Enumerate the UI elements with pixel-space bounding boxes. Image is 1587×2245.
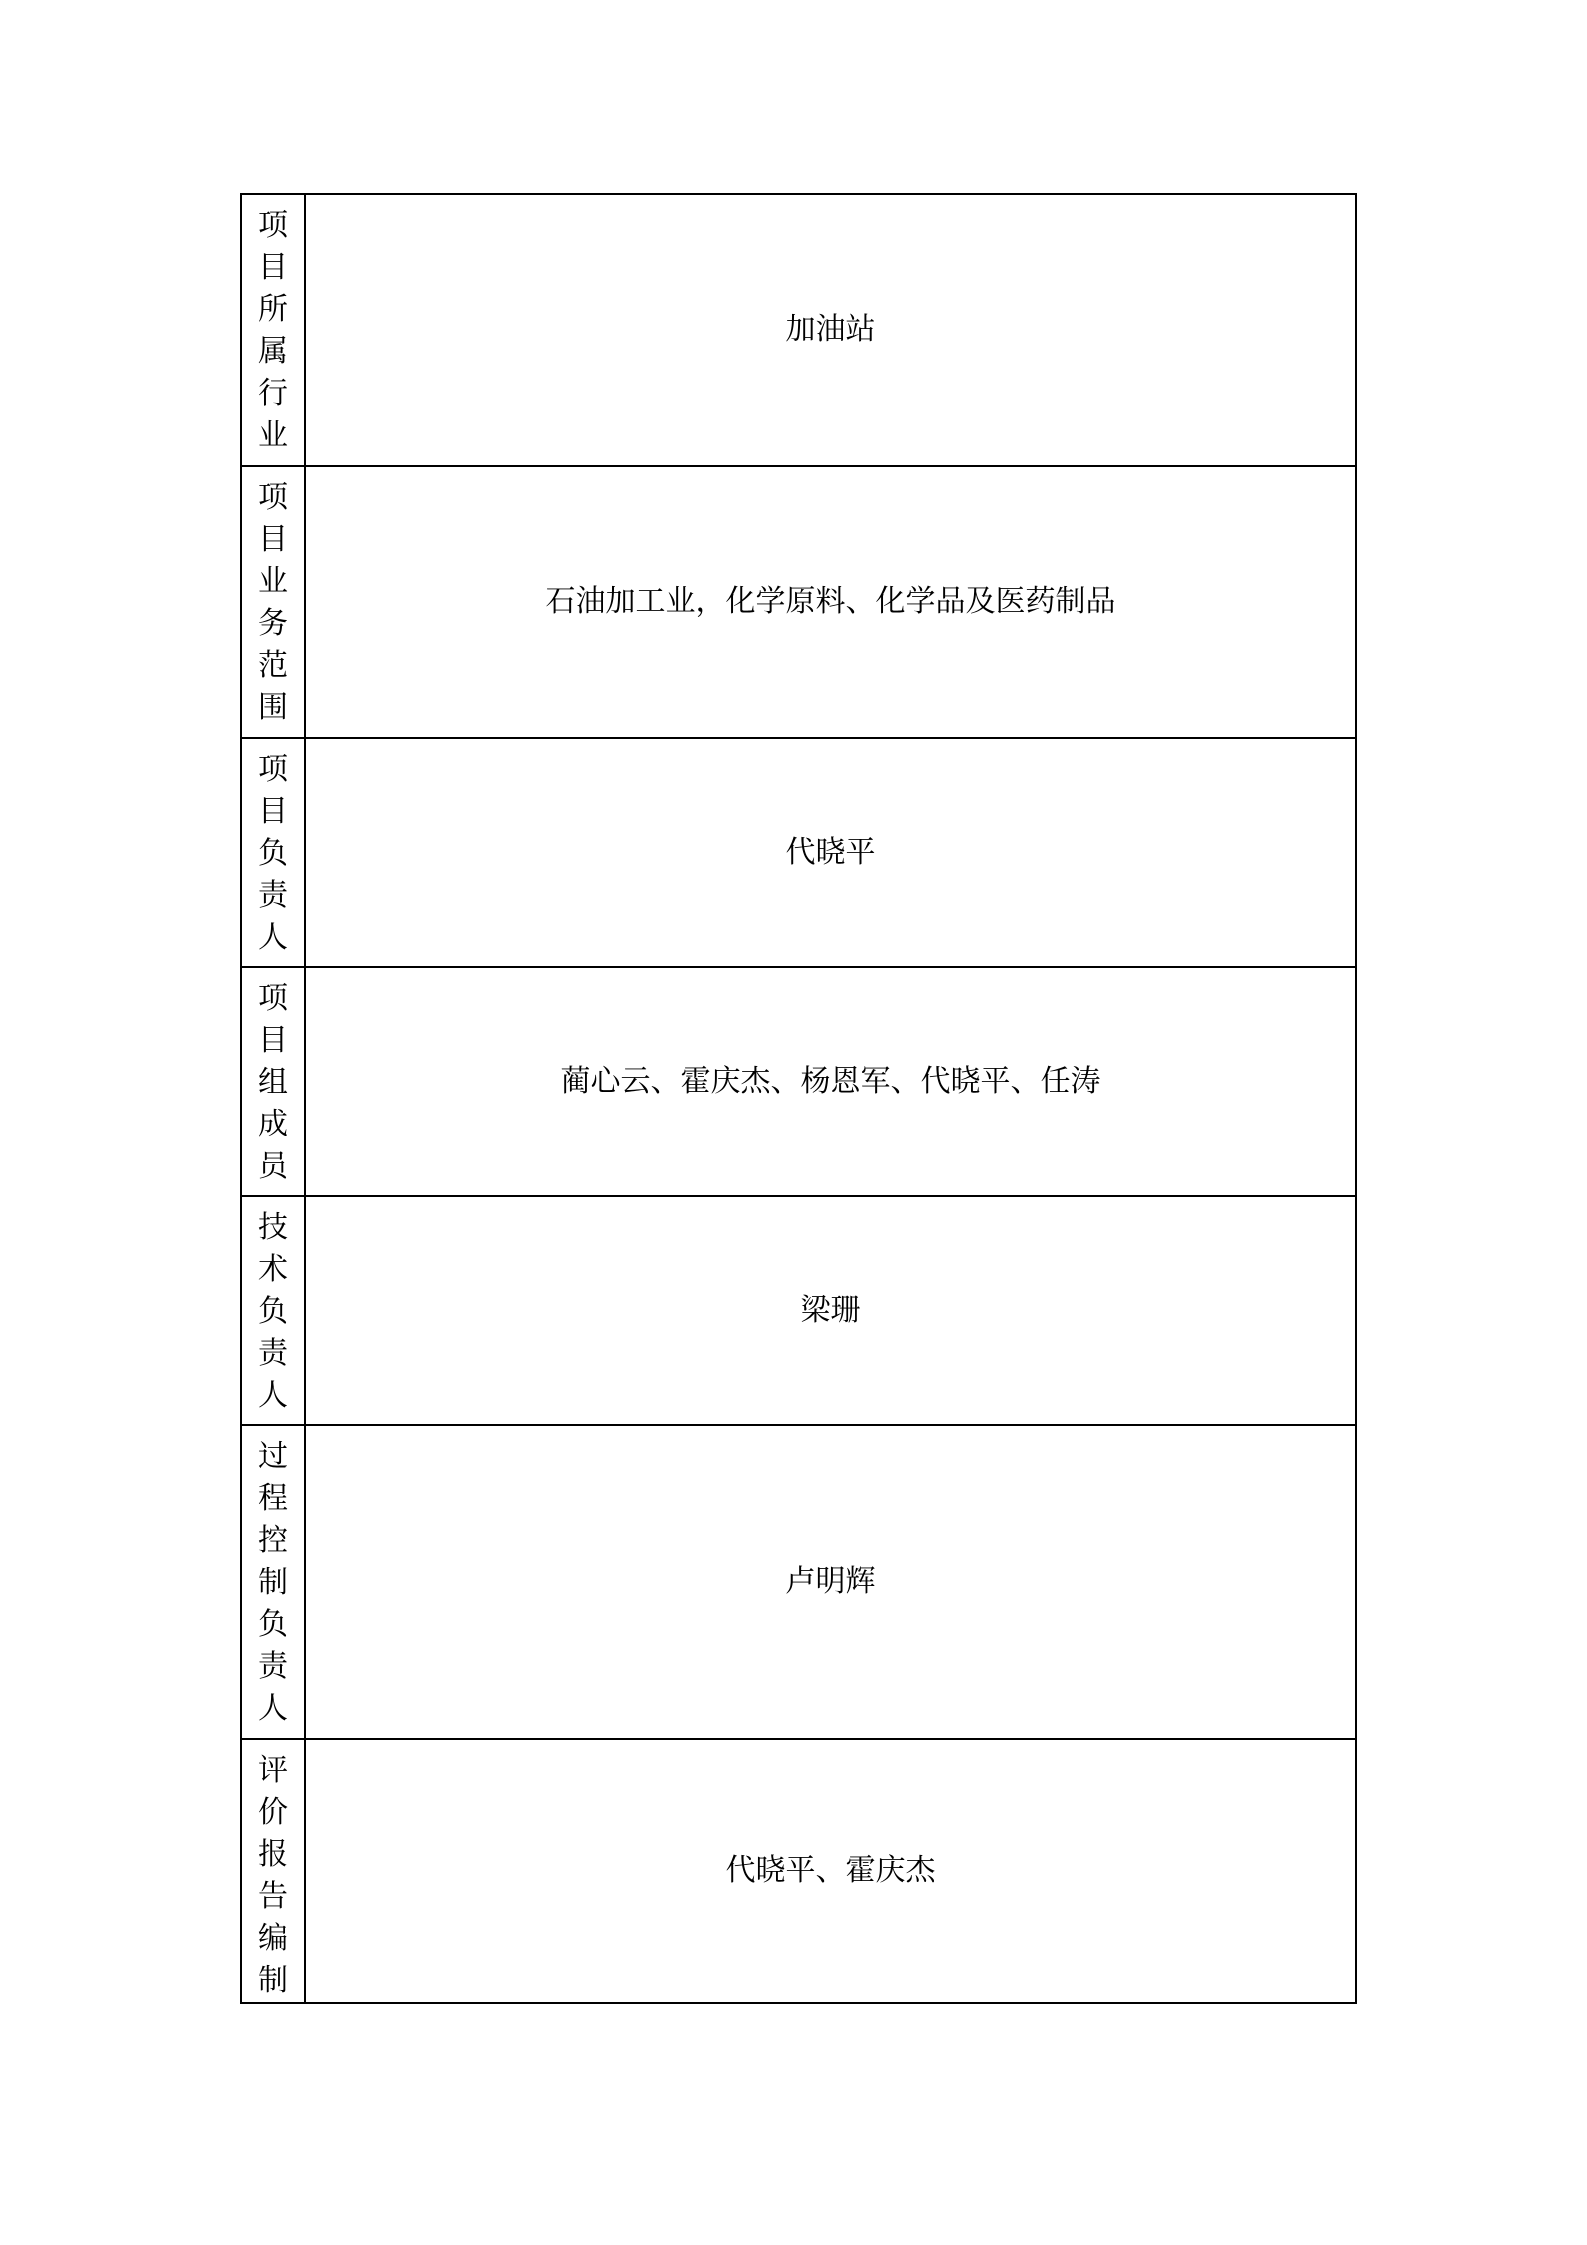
table-row-report-compilation — [241, 1739, 1356, 2003]
table-row-team-members — [241, 967, 1356, 1196]
row-label-cell — [241, 1196, 305, 1425]
row-label-cell — [241, 738, 305, 967]
table-row-project-leader — [241, 738, 1356, 967]
row-value: 卢明辉 — [785, 1564, 876, 1599]
row-value: 石油加工业，化学原料、化学品及医药制品 — [545, 584, 1116, 619]
row-value-cell — [305, 1739, 1356, 2003]
row-label-cell — [241, 967, 305, 1196]
row-value: 梁珊 — [800, 1292, 861, 1328]
row-label-cell — [241, 1739, 305, 2003]
row-value-cell — [305, 194, 1356, 466]
row-value-cell — [305, 967, 1356, 1196]
row-label-cell — [241, 1425, 305, 1739]
row-label: 评价报告编制 — [258, 1753, 288, 1998]
row-value: 代晓平、霍庆杰 — [725, 1853, 936, 1888]
row-value: 蔺心云、霍庆杰、杨恩军、代晓平、任涛 — [560, 1063, 1101, 1099]
row-label: 技术负责人 — [258, 1210, 288, 1413]
row-label-cell — [241, 194, 305, 466]
table-row-process-control-leader — [241, 1425, 1356, 1739]
row-label: 过程控制负责人 — [258, 1439, 288, 1726]
table-row-business-scope — [241, 466, 1356, 738]
row-label: 项目组成员 — [258, 981, 288, 1184]
row-label: 项目负责人 — [258, 752, 288, 955]
table-row-industry — [241, 194, 1356, 466]
row-value-cell — [305, 1425, 1356, 1739]
row-value: 加油站 — [785, 312, 876, 347]
row-label: 项目业务范围 — [258, 480, 288, 725]
row-value: 代晓平 — [785, 834, 876, 870]
row-value-cell — [305, 1196, 1356, 1425]
row-label: 项目所属行业 — [258, 208, 288, 453]
table-row-technical-leader — [241, 1196, 1356, 1425]
row-value-cell — [305, 738, 1356, 967]
row-value-cell — [305, 466, 1356, 738]
project-info-table — [240, 193, 1357, 2004]
row-label-cell — [241, 466, 305, 738]
